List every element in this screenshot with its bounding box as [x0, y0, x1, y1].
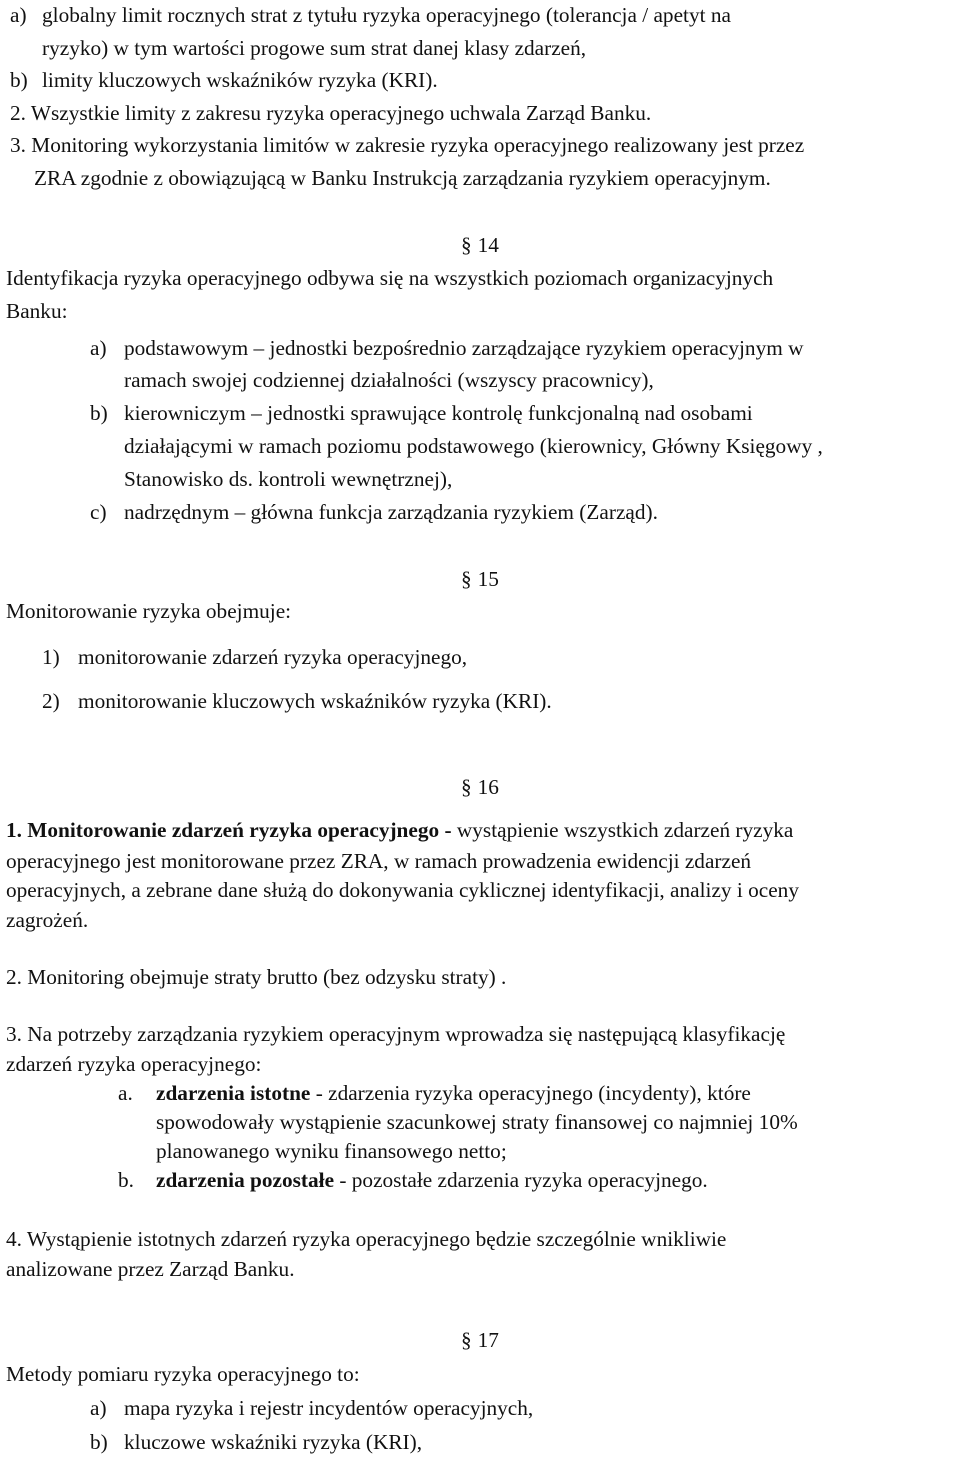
list-item-text: ryzyko) w tym wartości progowe sum strat danej klasy zdarzeń, [42, 36, 587, 60]
list-item-text: planowanego wyniku finansowego netto; [156, 1139, 507, 1163]
paragraph-line: 3. Monitoring wykorzystania limitów w zakresie ryzyka operacyjnego realizowany jest przez [10, 133, 805, 157]
section-symbol: § [461, 567, 472, 591]
section-symbol: § [461, 233, 472, 257]
section-number: 17 [477, 1328, 499, 1352]
paragraph-line: ZRA zgodnie z obowiązującą w Banku Instrukcją zarządzania ryzykiem operacyjnym. [34, 166, 771, 190]
section-number: 16 [477, 775, 499, 799]
list-item-text: mapa ryzyka i rejestr incydentów operacyjnych, [124, 1396, 534, 1420]
list-item-rest: - zdarzenia ryzyka operacyjnego (incydenty), które [310, 1081, 751, 1105]
list-label: b. [118, 1168, 134, 1192]
section-heading [461, 1330, 499, 1351]
list-item-text: ramach swojej codziennej działalności (wszyscy pracownicy), [124, 368, 654, 392]
list-label: a) [10, 3, 27, 27]
list-item-text [156, 1170, 708, 1191]
list-item-rest: - pozostałe zdarzenia ryzyka operacyjnego. [334, 1168, 708, 1192]
list-item-text: kluczowe wskaźniki ryzyka (KRI), [124, 1430, 423, 1454]
list-item-text: Stanowisko ds. kontroli wewnętrznej), [124, 467, 453, 491]
paragraph-line: Monitorowanie ryzyka obejmuje: [6, 599, 292, 623]
section-number: 15 [477, 567, 499, 591]
paragraph-line [6, 820, 793, 841]
list-label: a) [90, 1396, 107, 1420]
paragraph-line: Identyfikacja ryzyka operacyjnego odbywa się na wszystkich poziomach organizacyjnych [6, 266, 774, 290]
list-label: a) [90, 336, 107, 360]
section-number: 14 [477, 233, 499, 257]
paragraph-line: Banku: [6, 299, 68, 323]
paragraph-line: operacyjnego jest monitorowane przez ZRA, w ramach prowadzenia ewidencji zdarzeń [6, 849, 752, 873]
list-item-text: działającymi w ramach poziomu podstawowego (kierownicy, Główny Księgowy , [124, 434, 823, 458]
list-label: b) [90, 401, 108, 425]
section-symbol: § [461, 775, 472, 799]
section-heading [461, 569, 499, 590]
bold-term: zdarzenia istotne [156, 1081, 311, 1105]
paragraph-line: 2. Monitoring obejmuje straty brutto (bez odzysku straty) . [6, 965, 507, 989]
paragraph-line: Metody pomiaru ryzyka operacyjnego to: [6, 1362, 360, 1386]
paragraph-text: wystąpienie wszystkich zdarzeń ryzyka [451, 818, 794, 842]
section-heading [461, 235, 499, 256]
paragraph-line: zagrożeń. [6, 908, 89, 932]
list-label: b) [10, 68, 28, 92]
list-label: b) [90, 1430, 108, 1454]
bold-heading-text: 1. Monitorowanie zdarzeń ryzyka operacyjnego - [6, 818, 452, 842]
paragraph-line: zdarzeń ryzyka operacyjnego: [6, 1052, 262, 1076]
list-label: c) [90, 500, 107, 524]
paragraph-line: operacyjnych, a zebrane dane służą do dokonywania cyklicznej identyfikacji, analizy i oceny [6, 878, 799, 902]
list-item-text: monitorowanie kluczowych wskaźników ryzyka (KRI). [78, 689, 552, 713]
list-label: 1) [42, 645, 60, 669]
list-item-text: monitorowanie zdarzeń ryzyka operacyjnego, [78, 645, 468, 669]
list-item-text: limity kluczowych wskaźników ryzyka (KRI). [42, 68, 438, 92]
list-label: 2) [42, 689, 60, 713]
list-item-text: podstawowym – jednostki bezpośrednio zarządzające ryzykiem operacyjnym w [124, 336, 804, 360]
list-label: a. [118, 1081, 133, 1105]
list-item-text: kierowniczym – jednostki sprawujące kontrolę funkcjonalną nad osobami [124, 401, 753, 425]
paragraph-line: 3. Na potrzeby zarządzania ryzykiem operacyjnym wprowadza się następującą klasyfikację [6, 1022, 786, 1046]
section-symbol: § [461, 1328, 472, 1352]
paragraph-line: 2. Wszystkie limity z zakresu ryzyka operacyjnego uchwala Zarząd Banku. [10, 101, 652, 125]
paragraph-line: analizowane przez Zarząd Banku. [6, 1257, 295, 1281]
list-item-text: nadrzędnym – główna funkcja zarządzania ryzykiem (Zarząd). [124, 500, 658, 524]
list-item-text: spowodowały wystąpienie szacunkowej straty finansowej co najmniej 10% [156, 1110, 798, 1134]
bold-term: zdarzenia pozostałe [156, 1168, 335, 1192]
section-heading [461, 777, 499, 798]
list-item-text: globalny limit rocznych strat z tytułu ryzyka operacyjnego (tolerancja / apetyt na [42, 3, 731, 27]
list-item-text [156, 1083, 751, 1104]
paragraph-line: 4. Wystąpienie istotnych zdarzeń ryzyka operacyjnego będzie szczególnie wnikliwie [6, 1227, 727, 1251]
